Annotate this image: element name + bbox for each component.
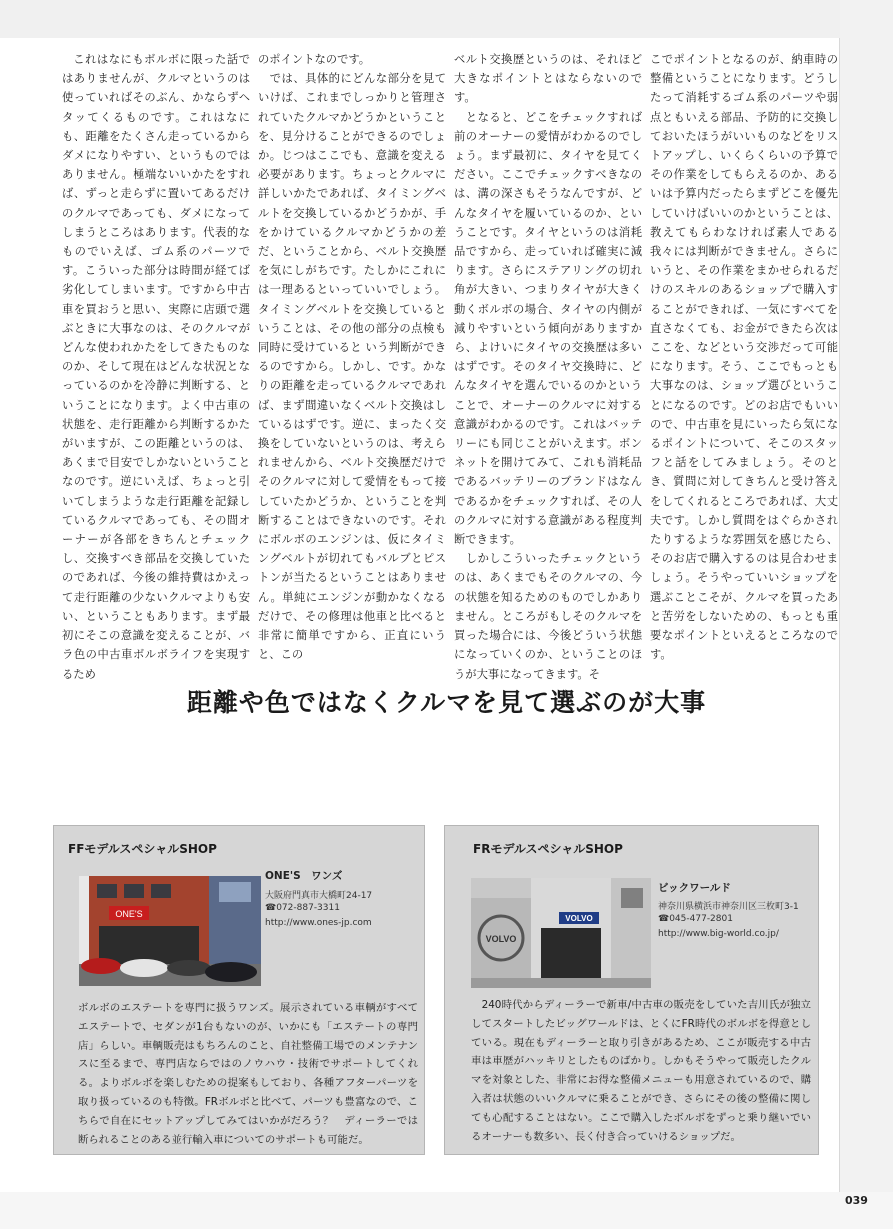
article-column-3: [454, 50, 642, 684]
shop-phone: ☎045-477-2801: [658, 914, 733, 924]
shop-box-fr: [444, 825, 819, 1155]
article-column-1: [62, 50, 250, 684]
shop-description: ボルボのエステートを専門に扱うワンズ。展示されている車輌がすべてエステートで、セダンが1台もないのが、いかにも「エステートの専門店」らしい。車輌販売はもちろんのこと、自社整備工場でのメンテナンスに至るまで、専門店ならではのノウハウ・技術でサポートしてくれる。よりボルボを楽しむための提案もしており、各種アフターパーツを取り扱っているのも特徴。FRボルボと比べて、パーツも豊富なので、こちらで自在にセットアップしてみてはいかがだろう？ ディーラーでは断られることのある並行輸入車についてのサポートも可能だ。: [78, 1002, 418, 1146]
column-text: のポイントなのです。 では、具体的にどんな部分を見ていけば、これまでしっかりと管理されていたクルマかどうかということを、見分けることができるのでしょか。じつはここでも、意識を変える必要があります。ちょっとクルマに詳しいかたであれば、タイミングベルトを交換しているかどうかが、手をかけているクルマかどうかの差だ、ということから、ベルト交換歴を気にしがちです。たしかにこれには一理あるといっていいでしょう。タイミングベルトを交換しているということは、その他の部分の点検も同時に受けていると いう判断ができるのですから。しかし、です。かなりの距離を走っているクルマであれば、まず間違いなくベルト交換はしているはずです。逆に、まったく交換をしていないというのは、考えられませんから、ベルト交換歴だけでそのクルマに対して愛情をもって接していたかどうか、ということを判断することはできないのです。それにボルボのエンジンは、仮にタイミングベルトが切れてもバルブとピストンが当たるということはありません。単純にエンジンが動かなくなるだけで、その修理は他車と比べると非常に簡単ですから、正直にいうと、この: [258, 53, 446, 662]
article-column-2: [258, 50, 446, 665]
shop-photo-image: [79, 876, 261, 986]
article-column-4: [650, 50, 838, 665]
shop-phone: ☎072-887-3311: [265, 903, 340, 913]
column-text: これはなにもボルボに限った話ではありませんが、クルマというのは使っていればそのぶん、かならずヘタッてくるものです。これはなにも、距離をたくさん走っているからダメになりやすい、というものではありません。極端ないいかたをすれば、ずっと走らずに置いてあるだけのクルマであっても、ダメになってしまうところはあります。代表的なものでいえば、ゴム系のパーツです。こういった部分は時間が経てば劣化してしまいます。ですから中古車を買おうと思い、実際に店頭で選ぶときに大事なのは、そのクルマがどんな使われかたをしてきたものなのか、そして現在はどんな状況となっているのかを冷静に判断する、ということになります。よく中古車の状態を、走行距離から判断するかたがいますが、この距離というのは、あくまで目安でしかないということなのです。逆にいえば、ちょっと引いてしまうような走行距離を記録しているクルマであっても、その間オーナーが各部をきちんとチェックし、交換すべき部品を交換していたのであれば、今後の維持費はかえって走行距離の少ないクルマよりも安い、ということもあります。まず最初にそこの意識を変えることが、バラ色の中古車ボルボライフを実現するため: [62, 53, 250, 681]
shop-sign: ONE'S: [115, 909, 143, 919]
shop-name: ビックワールド: [658, 882, 731, 894]
shop-photo: [79, 876, 261, 986]
shop-address: 神奈川県横浜市神奈川区三枚町3-1: [658, 902, 799, 912]
page-number: 039: [845, 1194, 868, 1207]
shop-photo: [471, 878, 651, 988]
column-text: ベルト交換歴というのは、それほど大きなポイントとはならないのです。 となると、どこをチェックすれば前のオーナーの愛情がわかるのでしょう。まず最初に、タイヤを見てください。ここでチェックすべきなのは、溝の深さもそうなんですが、どんなタイヤを履いているのか、ということです。タイヤというのは消耗品ですから、走っていれば確実に減ります。さらにステアリングの切れ角が大きい、つまりタイヤが大きく動くボルボの場合、タイヤの内側が減りやすいという傾向がありますから、よけいにタイヤの交換歴は多いはずです。そのタイヤ交換時に、どんなタイヤを選んでいるのかということで、オーナーのクルマに対する意識がわかるのです。これはバッテリーにも同じことがいえます。ボンネットを開けてみて、これも消耗品であるバッテリーのブランドはなんであるかをチェックすれば、その人のクルマに対する意識がある程度判断できます。 しかしこういったチェックというのは、あくまでもそのクルマの、今の状態を知るためのものでしかありません。ところがもしそのクルマを買った場合には、今後どういう状態になっていくのか、ということのほうが大事になってきます。そ: [454, 53, 642, 681]
svg-text:VOLVO: VOLVO: [485, 934, 517, 944]
shop-description: 240時代からディーラーで新車/中古車の販売をしていた吉川氏が独立してスタートしたビッグワールドは、とくにFR時代のボルボを得意としている。現在もディーラーと取り引きがあるため、ここが販売する中古車は車歴がハッキリとしたものばかり。しかもそうやって販売したクルマを対象とした、非常にお得な整備メニューも用意されているので、購入者は状態のいいクルマに乗ることができ、さらにその後の整備に関しても心配することはない。ここで購入したボルボをずっと乗り継いでいるオーナーも数多い、長く付き合っていけるショップだ。: [471, 999, 811, 1143]
shop-url[interactable]: http://www.ones-jp.com: [265, 918, 372, 928]
shop-address: 大阪府門真市大橋町24-17: [265, 891, 373, 901]
page-edge-right: [840, 0, 893, 1229]
column-text: こでポイントとなるのが、納車時の整備ということになります。どうしたって消耗するゴム系のパーツや弱点ともいえる部品、予防的に交換しておいたほうがいいものなどをリストアップし、いくらくらいの予算でその作業をしてもらえるのか、あるいは予算内だったらまずどこを優先していけばいいのかということは、教えてもらわなければ素人である我々には判断ができません。さらにいうと、その作業をまかせられるだけのスキルのあるショップで購入することができれば、一気にすべてを直さなくても、お金ができたら次はここを、などという交渉だって可能になります。そう、ここでもっとも大事なのは、ショップ選びということになるのです。どのお店でもいいので、中古車を見にいったら気になるポイントについて、そこのスタッフと話をしてみましょう。そのとき、質問に対してきちんと受け答えをしてくれるところであれば、大丈夫です。しかし質問をはぐらかされたりするような雰囲気を感じたら、そのお店で購入するのは見合わせましょう。そうやっていいショップを選ぶことこそが、クルマを買ったあと苦労をしないための、もっとも重要なポイントといえるところなのです。: [650, 53, 838, 662]
shop-photo-image: [471, 878, 651, 988]
top-margin: [0, 0, 893, 38]
shop-name: ONE'S ワンズ: [265, 870, 343, 882]
box-title: FFモデルスペシャルSHOP: [68, 842, 217, 856]
shop-url[interactable]: http://www.big-world.co.jp/: [658, 929, 779, 939]
page-edge-bottom: [0, 1192, 893, 1229]
box-title: FRモデルスペシャルSHOP: [473, 842, 623, 856]
shop-sign: VOLVO: [565, 914, 593, 923]
shop-box-ff: [53, 825, 425, 1155]
section-headline: 距離や色ではなくクルマを見て選ぶのが大事: [186, 688, 707, 717]
